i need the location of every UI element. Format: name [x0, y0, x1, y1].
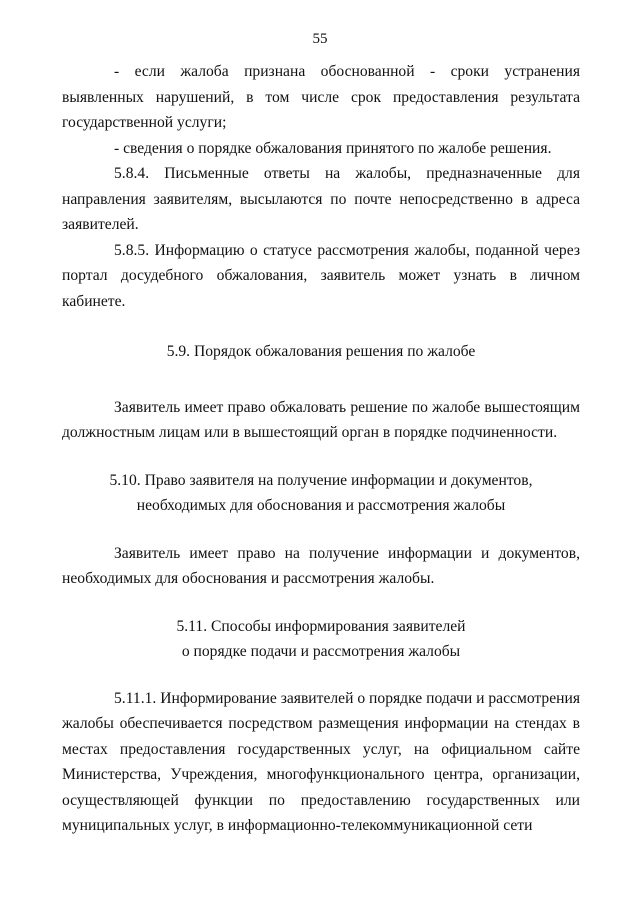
paragraph-complaint-justified: - если жалоба признана обоснованной - сроки устранения выявленных нарушений, в том числе срок предоставления результата государственной услуги; — [62, 63, 580, 131]
paragraph-5-9-text: Заявитель имеет право обжаловать решение по жалобе вышестоящим должностным лицам или в вышестоящий орган в порядке подчиненности. — [62, 398, 580, 441]
heading-5-9: 5.9. Порядок обжалования решения по жалобе — [166, 343, 476, 360]
heading-5-10-line1: 5.10. Право заявителя на получение информации и документов, — [109, 471, 533, 489]
paragraph-5-8-4: 5.8.4. Письменные ответы на жалобы, предназначенные для направления заявителям, высылаются по почте непосредственно в адреса заявителей. — [62, 165, 580, 233]
paragraph-5-10-text: Заявитель имеет право на получение информации и документов, необходимых для обоснования и рассмотрения жалобы. — [62, 544, 580, 587]
paragraph-5-11-1: 5.11.1. Информирование заявителей о порядке подачи и рассмотрения жалобы обеспечивается посредством размещения информации на стендах в местах предоставления государственных услуг, на официальном сайте Министерства, Учреждения, многофункционального центра, организации, осуществляющей функции по предоставлению государственных или муниципальных услуг, в информационно-телекоммуникационной сети — [62, 689, 580, 834]
heading-5-10-line2: необходимых для обоснования и рассмотрения жалобы — [136, 497, 506, 514]
heading-5-10 — [62, 468, 580, 519]
heading-5-11-line1: 5.11. Способы информирования заявителей — [176, 617, 466, 635]
paragraph-5-8-5: 5.8.5. Информацию о статусе рассмотрения жалобы, поданной через портал досудебного обжалования, заявитель может узнать в личном кабинете. — [62, 241, 580, 310]
document-body — [62, 59, 580, 839]
heading-5-11-line2: о порядке подачи и рассмотрения жалобы — [181, 643, 461, 660]
paragraph-appeal-info: - сведения о порядке обжалования принятого по жалобе решения. — [114, 139, 552, 157]
heading-5-11 — [62, 614, 580, 665]
page-number: 55 — [312, 31, 328, 47]
